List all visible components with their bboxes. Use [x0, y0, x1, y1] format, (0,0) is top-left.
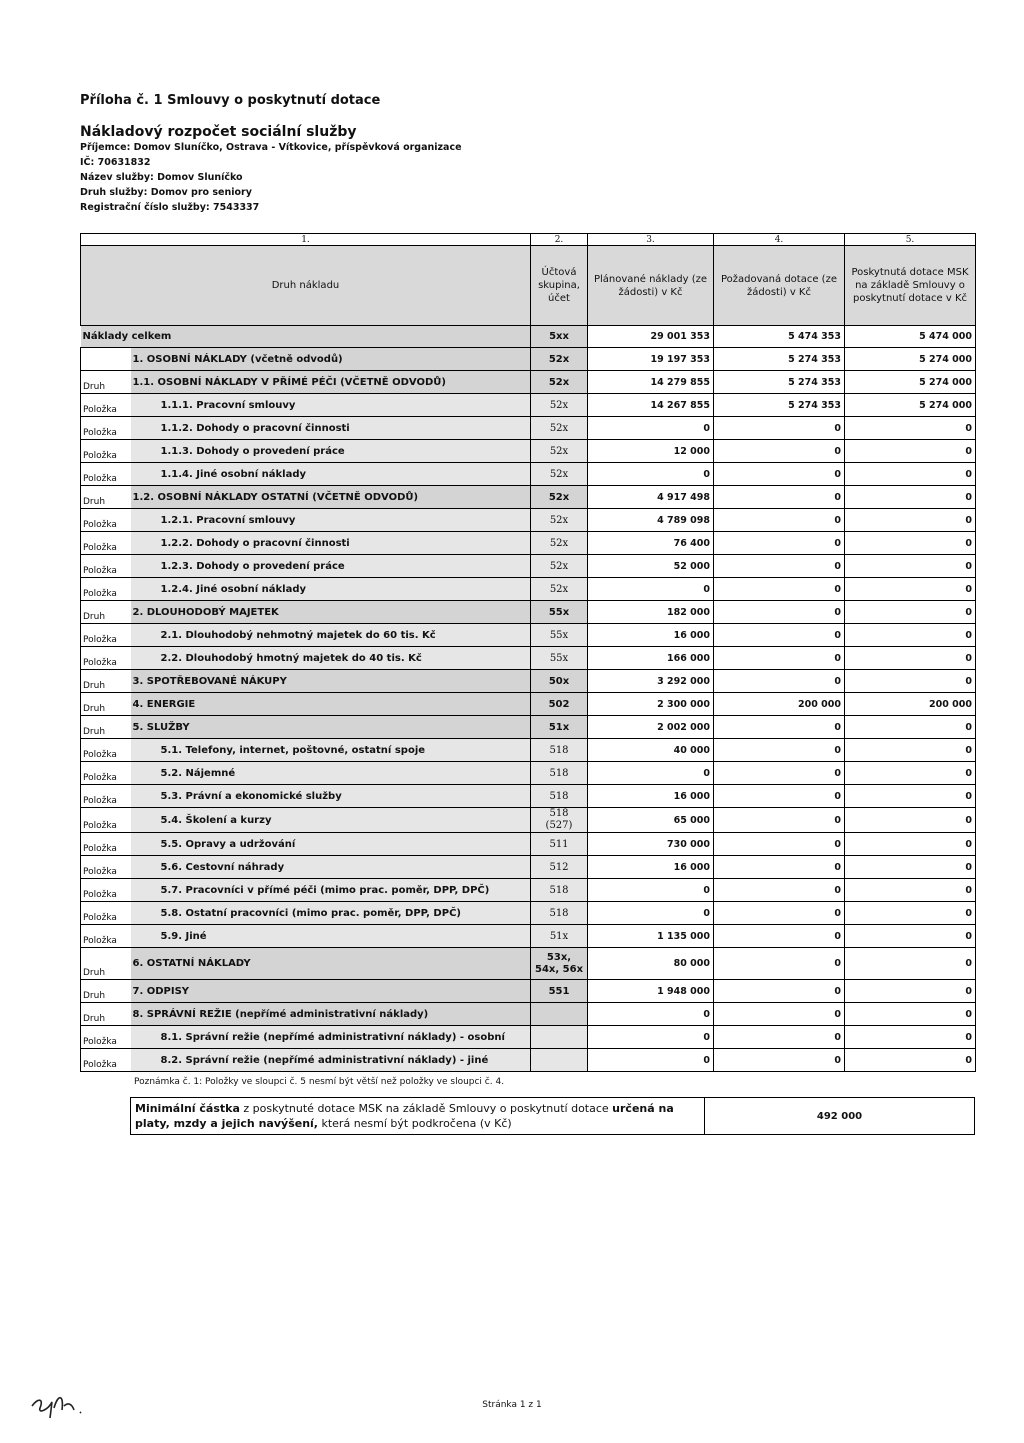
row-granted-value: 0 [845, 624, 976, 647]
row-type: Druh [81, 1003, 131, 1026]
row-type: Položka [81, 532, 131, 555]
row-type: Položka [81, 440, 131, 463]
row-planned-value: 2 002 000 [588, 716, 714, 739]
recipient-line: Příjemce: Domov Sluníčko, Ostrava - Vítkovice, příspěvková organizace [80, 142, 462, 153]
row-type: Položka [81, 925, 131, 948]
row-granted-value: 0 [845, 879, 976, 902]
column-number: 5. [845, 234, 976, 246]
row-account: 52x [531, 532, 588, 555]
row-account: 55x [531, 624, 588, 647]
row-requested-value: 0 [714, 578, 845, 601]
row-planned-value: 2 300 000 [588, 693, 714, 716]
row-requested-value: 0 [714, 486, 845, 509]
row-account: 52x [531, 371, 588, 394]
table-row [81, 555, 976, 578]
row-account: 5xx [531, 326, 588, 348]
row-granted-value: 0 [845, 601, 976, 624]
row-label: 1.2.1. Pracovní smlouvy [131, 509, 531, 532]
minimum-amount-value: 492 000 [816, 1110, 863, 1122]
row-label: 2.2. Dlouhodobý hmotný majetek do 40 tis. Kč [131, 647, 531, 670]
row-label: 1. OSOBNÍ NÁKLADY (včetně odvodů) [131, 348, 531, 371]
row-account: 551 [531, 980, 588, 1003]
column-header-granted: Poskytnutá dotace MSK na základě Smlouvy o poskytnutí dotace v Kč [845, 246, 976, 326]
row-requested-value: 0 [714, 1003, 845, 1026]
row-planned-value: 0 [588, 879, 714, 902]
row-requested-value: 0 [714, 902, 845, 925]
table-row [81, 739, 976, 762]
row-type: Položka [81, 739, 131, 762]
row-type: Druh [81, 601, 131, 624]
table-row [81, 371, 976, 394]
row-planned-value: 0 [588, 463, 714, 486]
row-requested-value: 5 274 353 [714, 348, 845, 371]
row-type: Druh [81, 716, 131, 739]
row-granted-value: 0 [845, 739, 976, 762]
row-granted-value: 5 274 000 [845, 348, 976, 371]
table-row [81, 785, 976, 808]
row-requested-value: 0 [714, 624, 845, 647]
row-account: 518 [531, 785, 588, 808]
row-account: 52x [531, 440, 588, 463]
row-requested-value: 0 [714, 716, 845, 739]
row-requested-value: 0 [714, 463, 845, 486]
table-row [81, 348, 976, 371]
row-requested-value: 0 [714, 555, 845, 578]
row-type: Položka [81, 463, 131, 486]
row-planned-value: 166 000 [588, 647, 714, 670]
row-account: 50x [531, 670, 588, 693]
row-requested-value: 0 [714, 808, 845, 833]
row-type: Položka [81, 833, 131, 856]
row-requested-value: 0 [714, 1026, 845, 1049]
row-type: Položka [81, 1049, 131, 1072]
row-requested-value: 5 274 353 [714, 394, 845, 417]
row-label: 5.6. Cestovní náhrady [131, 856, 531, 879]
table-row [81, 440, 976, 463]
table-row [81, 463, 976, 486]
row-requested-value: 200 000 [714, 693, 845, 716]
row-account: 52x [531, 509, 588, 532]
column-number: 3. [588, 234, 714, 246]
row-account [531, 1049, 588, 1072]
row-account: 52x [531, 555, 588, 578]
row-planned-value: 4 789 098 [588, 509, 714, 532]
table-row [81, 762, 976, 785]
page-footer: Stránka 1 z 1 [482, 1400, 542, 1410]
row-requested-value: 0 [714, 833, 845, 856]
row-label: 5.4. Školení a kurzy [131, 808, 531, 833]
row-account: 518 [531, 739, 588, 762]
row-label: 5.5. Opravy a udržování [131, 833, 531, 856]
row-label: 1.1. OSOBNÍ NÁKLADY V PŘÍMÉ PÉČI (VČETNĚ ODVODŮ) [131, 371, 531, 394]
row-account: 52x [531, 463, 588, 486]
row-granted-value: 0 [845, 808, 976, 833]
row-account: 55x [531, 601, 588, 624]
row-type: Položka [81, 647, 131, 670]
row-account: 53x, 54x, 56x [531, 948, 588, 980]
row-label: 5.9. Jiné [131, 925, 531, 948]
row-type [81, 348, 131, 371]
row-type: Položka [81, 555, 131, 578]
row-account: 51x [531, 925, 588, 948]
row-account: 518 [531, 762, 588, 785]
row-requested-value: 0 [714, 925, 845, 948]
row-planned-value: 76 400 [588, 532, 714, 555]
row-planned-value: 0 [588, 902, 714, 925]
row-planned-value: 730 000 [588, 833, 714, 856]
row-label: 3. SPOTŘEBOVANÉ NÁKUPY [131, 670, 531, 693]
row-granted-value: 0 [845, 762, 976, 785]
row-label: 6. OSTATNÍ NÁKLADY [131, 948, 531, 980]
row-requested-value: 0 [714, 417, 845, 440]
row-type: Druh [81, 486, 131, 509]
row-type: Druh [81, 948, 131, 980]
table-row [81, 670, 976, 693]
row-planned-value: 16 000 [588, 856, 714, 879]
row-type: Druh [81, 371, 131, 394]
row-requested-value: 0 [714, 532, 845, 555]
table-row [81, 879, 976, 902]
row-account [531, 1026, 588, 1049]
table-row [81, 601, 976, 624]
row-account: 52x [531, 417, 588, 440]
column-header-account: Účtová skupina, účet [531, 246, 588, 326]
registration-number-line: Registrační číslo služby: 7543337 [80, 202, 260, 213]
row-requested-value: 0 [714, 1049, 845, 1072]
row-granted-value: 0 [845, 1003, 976, 1026]
table-row [81, 624, 976, 647]
row-planned-value: 0 [588, 578, 714, 601]
row-account [531, 1003, 588, 1026]
row-type: Položka [81, 902, 131, 925]
table-row [81, 925, 976, 948]
row-planned-value: 0 [588, 1026, 714, 1049]
row-label: 8. SPRÁVNÍ REŽIE (nepřímé administrativní náklady) [131, 1003, 531, 1026]
table-row [81, 808, 976, 833]
service-type-line: Druh služby: Domov pro seniory [80, 187, 252, 198]
row-granted-value: 0 [845, 785, 976, 808]
row-granted-value: 0 [845, 833, 976, 856]
row-requested-value: 0 [714, 647, 845, 670]
row-planned-value: 1 948 000 [588, 980, 714, 1003]
service-name-line: Název služby: Domov Sluníčko [80, 172, 243, 183]
budget-rows [81, 326, 976, 1072]
minimum-amount-box [130, 1097, 975, 1135]
table-row [81, 980, 976, 1003]
row-planned-value: 0 [588, 762, 714, 785]
row-planned-value: 3 292 000 [588, 670, 714, 693]
row-planned-value: 1 135 000 [588, 925, 714, 948]
row-requested-value: 5 474 353 [714, 326, 845, 348]
row-planned-value: 0 [588, 1049, 714, 1072]
row-label: 5. SLUŽBY [131, 716, 531, 739]
row-label: 7. ODPISY [131, 980, 531, 1003]
table-row [81, 326, 976, 348]
row-requested-value: 0 [714, 762, 845, 785]
row-type: Položka [81, 417, 131, 440]
column-header-row [81, 246, 976, 326]
row-planned-value: 52 000 [588, 555, 714, 578]
row-granted-value: 0 [845, 1026, 976, 1049]
row-account: 52x [531, 394, 588, 417]
table-row [81, 417, 976, 440]
minimum-amount-text1: z poskytnuté dotace MSK na základě Smlouvy o poskytnutí dotace [239, 1102, 613, 1115]
row-planned-value: 80 000 [588, 948, 714, 980]
row-label: 5.7. Pracovníci v přímé péči (mimo prac. poměr, DPP, DPČ) [131, 879, 531, 902]
row-planned-value: 14 279 855 [588, 371, 714, 394]
table-row [81, 693, 976, 716]
row-label: Náklady celkem [81, 326, 531, 348]
table-row [81, 486, 976, 509]
row-requested-value: 0 [714, 879, 845, 902]
row-type: Položka [81, 762, 131, 785]
row-account: 52x [531, 486, 588, 509]
column-header-cost-type: Druh nákladu [81, 246, 531, 326]
row-granted-value: 0 [845, 902, 976, 925]
row-planned-value: 0 [588, 417, 714, 440]
row-label: 4. ENERGIE [131, 693, 531, 716]
row-granted-value: 0 [845, 509, 976, 532]
row-requested-value: 0 [714, 980, 845, 1003]
row-type: Položka [81, 578, 131, 601]
table-row [81, 532, 976, 555]
minimum-amount-bold1: Minimální částka [135, 1102, 240, 1115]
row-requested-value: 0 [714, 739, 845, 762]
row-granted-value: 0 [845, 980, 976, 1003]
row-type: Položka [81, 808, 131, 833]
table-row [81, 1026, 976, 1049]
row-account: 518 [531, 902, 588, 925]
table-row [81, 394, 976, 417]
row-label: 1.2. OSOBNÍ NÁKLADY OSTATNÍ (VČETNĚ ODVODŮ) [131, 486, 531, 509]
minimum-amount-text [131, 1098, 705, 1134]
row-account: 52x [531, 348, 588, 371]
row-requested-value: 0 [714, 856, 845, 879]
row-planned-value: 65 000 [588, 808, 714, 833]
column-header-requested: Požadovaná dotace (ze žádosti) v Kč [714, 246, 845, 326]
row-planned-value: 4 917 498 [588, 486, 714, 509]
ico-line: IČ: 70631832 [80, 157, 151, 168]
minimum-amount-bold2: určená na platy, mzdy a jejich navýšení, [135, 1102, 674, 1130]
row-account: 52x [531, 578, 588, 601]
row-requested-value: 0 [714, 948, 845, 980]
row-requested-value: 0 [714, 440, 845, 463]
row-account: 511 [531, 833, 588, 856]
row-account: 55x [531, 647, 588, 670]
row-planned-value: 19 197 353 [588, 348, 714, 371]
table-row [81, 578, 976, 601]
row-type: Položka [81, 624, 131, 647]
table-row [81, 833, 976, 856]
document-subtitle: Nákladový rozpočet sociální služby [80, 124, 357, 140]
row-label: 2. DLOUHODOBÝ MAJETEK [131, 601, 531, 624]
row-planned-value: 29 001 353 [588, 326, 714, 348]
row-label: 5.1. Telefony, internet, poštovné, ostatní spoje [131, 739, 531, 762]
row-account: 502 [531, 693, 588, 716]
table-row [81, 902, 976, 925]
row-granted-value: 0 [845, 486, 976, 509]
row-account: 518 [531, 879, 588, 902]
table-row [81, 856, 976, 879]
row-granted-value: 5 274 000 [845, 394, 976, 417]
row-granted-value: 0 [845, 856, 976, 879]
row-label: 1.2.3. Dohody o provedení práce [131, 555, 531, 578]
row-granted-value: 0 [845, 532, 976, 555]
row-account: 512 [531, 856, 588, 879]
row-type: Druh [81, 980, 131, 1003]
column-number: 2. [531, 234, 588, 246]
minimum-amount-text2: která nesmí být podkročena (v Kč) [317, 1117, 512, 1130]
row-label: 1.1.2. Dohody o pracovní činnosti [131, 417, 531, 440]
table-row [81, 1003, 976, 1026]
row-granted-value: 0 [845, 925, 976, 948]
row-account: 518 (527) [531, 808, 588, 833]
footnote: Poznámka č. 1: Položky ve sloupci č. 5 nesmí být větší než položky ve sloupci č. 4. [134, 1077, 505, 1087]
table-row [81, 509, 976, 532]
table-row [81, 716, 976, 739]
row-type: Druh [81, 670, 131, 693]
row-planned-value: 182 000 [588, 601, 714, 624]
row-requested-value: 0 [714, 509, 845, 532]
row-label: 1.1.3. Dohody o provedení práce [131, 440, 531, 463]
row-planned-value: 12 000 [588, 440, 714, 463]
row-granted-value: 0 [845, 440, 976, 463]
row-type: Položka [81, 879, 131, 902]
row-requested-value: 0 [714, 601, 845, 624]
row-granted-value: 0 [845, 555, 976, 578]
row-requested-value: 0 [714, 670, 845, 693]
row-label: 1.2.2. Dohody o pracovní činnosti [131, 532, 531, 555]
row-label: 5.2. Nájemné [131, 762, 531, 785]
table-row [81, 1049, 976, 1072]
row-granted-value: 0 [845, 670, 976, 693]
column-number: 1. [81, 234, 531, 246]
row-type: Druh [81, 693, 131, 716]
row-label: 5.8. Ostatní pracovníci (mimo prac. poměr, DPP, DPČ) [131, 902, 531, 925]
handwritten-signature [28, 1384, 98, 1424]
table-row [81, 948, 976, 980]
column-number: 4. [714, 234, 845, 246]
row-label: 8.2. Správní režie (nepřímé administrativní náklady) - jiné [131, 1049, 531, 1072]
row-granted-value: 0 [845, 1049, 976, 1072]
column-number-row [81, 234, 976, 246]
row-account: 51x [531, 716, 588, 739]
row-type: Položka [81, 785, 131, 808]
row-granted-value: 0 [845, 948, 976, 980]
row-granted-value: 0 [845, 647, 976, 670]
document-title: Příloha č. 1 Smlouvy o poskytnutí dotace [80, 93, 381, 108]
row-planned-value: 16 000 [588, 785, 714, 808]
row-label: 5.3. Právní a ekonomické služby [131, 785, 531, 808]
row-planned-value: 40 000 [588, 739, 714, 762]
row-label: 1.2.4. Jiné osobní náklady [131, 578, 531, 601]
row-planned-value: 16 000 [588, 624, 714, 647]
budget-table [80, 233, 976, 1072]
row-requested-value: 0 [714, 785, 845, 808]
row-requested-value: 5 274 353 [714, 371, 845, 394]
row-planned-value: 14 267 855 [588, 394, 714, 417]
row-type: Položka [81, 509, 131, 532]
row-granted-value: 5 274 000 [845, 371, 976, 394]
row-granted-value: 0 [845, 716, 976, 739]
row-granted-value: 5 474 000 [845, 326, 976, 348]
row-label: 2.1. Dlouhodobý nehmotný majetek do 60 tis. Kč [131, 624, 531, 647]
row-type: Položka [81, 394, 131, 417]
table-row [81, 647, 976, 670]
row-label: 8.1. Správní režie (nepřímé administrativní náklady) - osobní [131, 1026, 531, 1049]
row-planned-value: 0 [588, 1003, 714, 1026]
column-header-planned: Plánované náklady (ze žádosti) v Kč [588, 246, 714, 326]
row-label: 1.1.1. Pracovní smlouvy [131, 394, 531, 417]
row-granted-value: 0 [845, 417, 976, 440]
row-type: Položka [81, 1026, 131, 1049]
row-granted-value: 200 000 [845, 693, 976, 716]
row-label: 1.1.4. Jiné osobní náklady [131, 463, 531, 486]
row-granted-value: 0 [845, 463, 976, 486]
row-granted-value: 0 [845, 578, 976, 601]
row-type: Položka [81, 856, 131, 879]
